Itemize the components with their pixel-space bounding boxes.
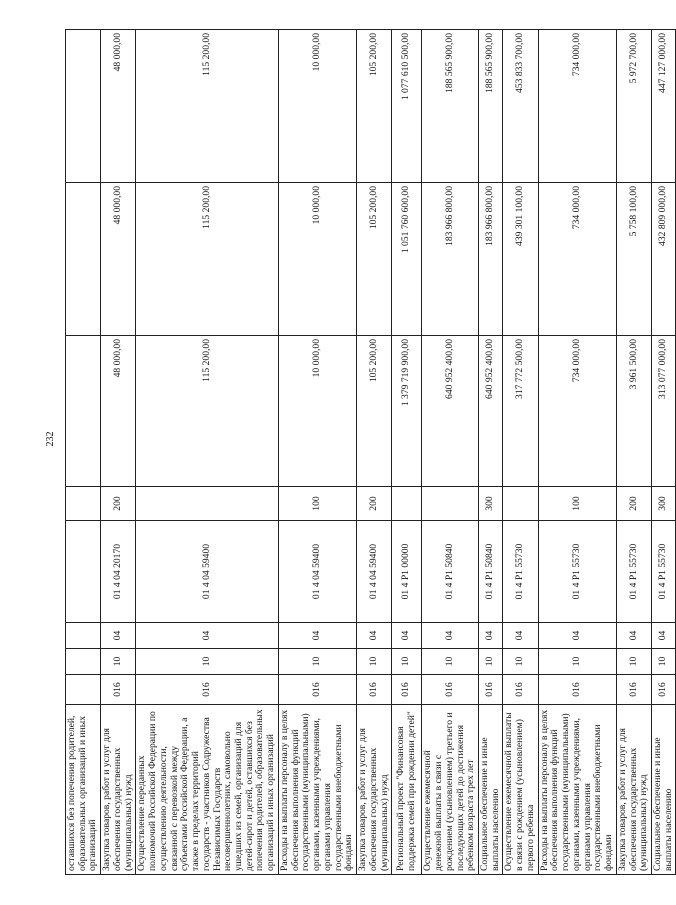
table-row: [503, 30, 538, 875]
cell-name: оставшихся без попечения родителей, образовательных организаций и иных организаций: [66, 705, 101, 875]
table-row: [136, 30, 279, 875]
cell-admin-code: 016: [503, 675, 538, 705]
cell-subsection: 04: [538, 623, 616, 649]
cell-subsection: 04: [392, 623, 422, 649]
cell-amount-year-1: 1 379 719 900,00: [392, 336, 422, 487]
cell-section: 10: [278, 649, 356, 675]
cell-amount-year-3: 188 565 900,00: [478, 30, 502, 183]
cell-subsection: 04: [478, 623, 502, 649]
cell-amount-year-1: 640 952 400,00: [478, 336, 502, 487]
cell-amount-year-3: 5 972 700,00: [616, 30, 651, 183]
table-row: [101, 30, 136, 875]
cell-target-article: 01 4 P1 00000: [392, 521, 422, 623]
cell-section: 10: [478, 649, 502, 675]
cell-amount-year-1: 48 000,00: [101, 336, 136, 487]
cell-amount-year-2: 734 000,00: [538, 183, 616, 336]
cell-target-article: 01 4 P1 50840: [478, 521, 502, 623]
cell-admin-code: [66, 675, 101, 705]
cell-amount-year-1: 105 200,00: [357, 336, 392, 487]
cell-amount-year-2: 115 200,00: [136, 183, 279, 336]
cell-amount-year-2: 48 000,00: [101, 183, 136, 336]
cell-amount-year-2: 1 051 760 600,00: [392, 183, 422, 336]
cell-amount-year-3: 734 000,00: [538, 30, 616, 183]
cell-name: Расходы на выплаты персоналу в целях обеспечения выполнения функций государственными (муниципальными) органами, казенными учреждениями, органами управления государственными внебюджетными фондами: [278, 705, 356, 875]
cell-target-article: 01 4 04 20170: [101, 521, 136, 623]
cell-admin-code: 016: [651, 675, 675, 705]
cell-target-article: 01 4 04 59400: [136, 521, 279, 623]
table-row: [422, 30, 479, 875]
cell-expense-type: [503, 487, 538, 521]
cell-section: 10: [392, 649, 422, 675]
cell-name: Осуществление переданных полномочий Российской Федерации по осуществлению деятельности, связанной с перевозкой между субъектами Российской Федерации, а также в пределах территорий государств - участников Содружества Независимых Государств несовершеннолетних, самовольно ушедших из семей, организаций для детей-сирот и детей, оставшихся без попечения родителей, образовательных организаций и иных организаций: [136, 705, 279, 875]
cell-name: Социальное обеспечение и иные выплаты населению: [651, 705, 675, 875]
cell-expense-type: [392, 487, 422, 521]
cell-amount-year-2: [66, 183, 101, 336]
cell-admin-code: 016: [392, 675, 422, 705]
cell-admin-code: 016: [538, 675, 616, 705]
cell-name: Закупка товаров, работ и услуг для обеспечения государственных (муниципальных) нужд: [101, 705, 136, 875]
cell-name: Закупка товаров, работ и услуг для обеспечения государственных (муниципальных) нужд: [357, 705, 392, 875]
cell-subsection: 04: [101, 623, 136, 649]
page-number: 232: [45, 431, 56, 447]
cell-subsection: [66, 623, 101, 649]
cell-amount-year-3: 447 127 000,00: [651, 30, 675, 183]
cell-admin-code: 016: [136, 675, 279, 705]
cell-section: 10: [538, 649, 616, 675]
cell-amount-year-1: 317 772 500,00: [503, 336, 538, 487]
cell-target-article: 01 4 P1 55730: [503, 521, 538, 623]
cell-amount-year-3: [66, 30, 101, 183]
cell-amount-year-1: 734 000,00: [538, 336, 616, 487]
table-body: [66, 30, 676, 875]
table-row: [357, 30, 392, 875]
cell-admin-code: 016: [278, 675, 356, 705]
cell-admin-code: 016: [616, 675, 651, 705]
cell-name: Расходы на выплаты персоналу в целях обеспечения выполнения функций государственными (муниципальными) органами, казенными учреждениями, органами управления государственными внебюджетными фондами: [538, 705, 616, 875]
cell-amount-year-3: 188 565 900,00: [422, 30, 479, 183]
cell-amount-year-3: 10 000,00: [278, 30, 356, 183]
cell-name: Осуществление ежемесячной денежной выплаты в связи с рождением (усыновлением) третьего и последующих детей до достижения ребенком возраста трех лет: [422, 705, 479, 875]
cell-amount-year-3: 115 200,00: [136, 30, 279, 183]
cell-admin-code: 016: [478, 675, 502, 705]
cell-expense-type: [66, 487, 101, 521]
cell-admin-code: 016: [357, 675, 392, 705]
cell-target-article: 01 4 P1 50840: [422, 521, 479, 623]
cell-amount-year-1: 3 961 500,00: [616, 336, 651, 487]
cell-expense-type: 200: [616, 487, 651, 521]
cell-amount-year-1: 640 952 400,00: [422, 336, 479, 487]
cell-amount-year-1: 115 200,00: [136, 336, 279, 487]
cell-subsection: 04: [503, 623, 538, 649]
cell-target-article: 01 4 04 59400: [278, 521, 356, 623]
cell-admin-code: 016: [101, 675, 136, 705]
cell-section: 10: [651, 649, 675, 675]
cell-amount-year-3: 1 077 610 500,00: [392, 30, 422, 183]
cell-subsection: 04: [357, 623, 392, 649]
cell-subsection: 04: [278, 623, 356, 649]
cell-section: 10: [503, 649, 538, 675]
cell-name: Региональный проект "Финансовая поддержка семей при рождении детей": [392, 705, 422, 875]
cell-target-article: 01 4 04 59400: [357, 521, 392, 623]
cell-expense-type: 100: [538, 487, 616, 521]
table-row: [616, 30, 651, 875]
cell-section: 10: [422, 649, 479, 675]
cell-expense-type: [136, 487, 279, 521]
table-row: [66, 30, 101, 875]
cell-amount-year-2: 10 000,00: [278, 183, 356, 336]
cell-subsection: 04: [651, 623, 675, 649]
cell-amount-year-1: 10 000,00: [278, 336, 356, 487]
cell-amount-year-3: 453 833 700,00: [503, 30, 538, 183]
cell-amount-year-2: 432 809 000,00: [651, 183, 675, 336]
cell-target-article: [66, 521, 101, 623]
cell-amount-year-2: 183 966 800,00: [478, 183, 502, 336]
cell-amount-year-1: [66, 336, 101, 487]
cell-expense-type: 300: [651, 487, 675, 521]
cell-section: 10: [616, 649, 651, 675]
cell-subsection: 04: [616, 623, 651, 649]
budget-table: [65, 29, 676, 875]
table-row: [538, 30, 616, 875]
cell-expense-type: 100: [278, 487, 356, 521]
table-row: [392, 30, 422, 875]
cell-subsection: 04: [422, 623, 479, 649]
cell-expense-type: 200: [357, 487, 392, 521]
cell-section: [66, 649, 101, 675]
table-row: [651, 30, 675, 875]
cell-name: Осуществление ежемесячной выплаты в связи с рождением (усыновлением) первого ребенка: [503, 705, 538, 875]
cell-section: 10: [136, 649, 279, 675]
cell-amount-year-2: 439 301 100,00: [503, 183, 538, 336]
cell-admin-code: 016: [422, 675, 479, 705]
cell-target-article: 01 4 P1 55730: [538, 521, 616, 623]
rotated-page-content: [65, 30, 674, 875]
cell-amount-year-3: 48 000,00: [101, 30, 136, 183]
cell-amount-year-1: 313 077 000,00: [651, 336, 675, 487]
cell-expense-type: [422, 487, 479, 521]
cell-expense-type: 200: [101, 487, 136, 521]
cell-amount-year-2: 5 758 100,00: [616, 183, 651, 336]
cell-target-article: 01 4 P1 55730: [616, 521, 651, 623]
cell-expense-type: 300: [478, 487, 502, 521]
cell-amount-year-3: 105 200,00: [357, 30, 392, 183]
cell-target-article: 01 4 P1 55730: [651, 521, 675, 623]
cell-amount-year-2: 105 200,00: [357, 183, 392, 336]
cell-amount-year-2: 183 966 800,00: [422, 183, 479, 336]
cell-section: 10: [357, 649, 392, 675]
cell-name: Социальное обеспечение и иные выплаты населению: [478, 705, 502, 875]
cell-subsection: 04: [136, 623, 279, 649]
table-row: [278, 30, 356, 875]
table-row: [478, 30, 502, 875]
cell-section: 10: [101, 649, 136, 675]
cell-name: Закупка товаров, работ и услуг для обеспечения государственных (муниципальных) нужд: [616, 705, 651, 875]
